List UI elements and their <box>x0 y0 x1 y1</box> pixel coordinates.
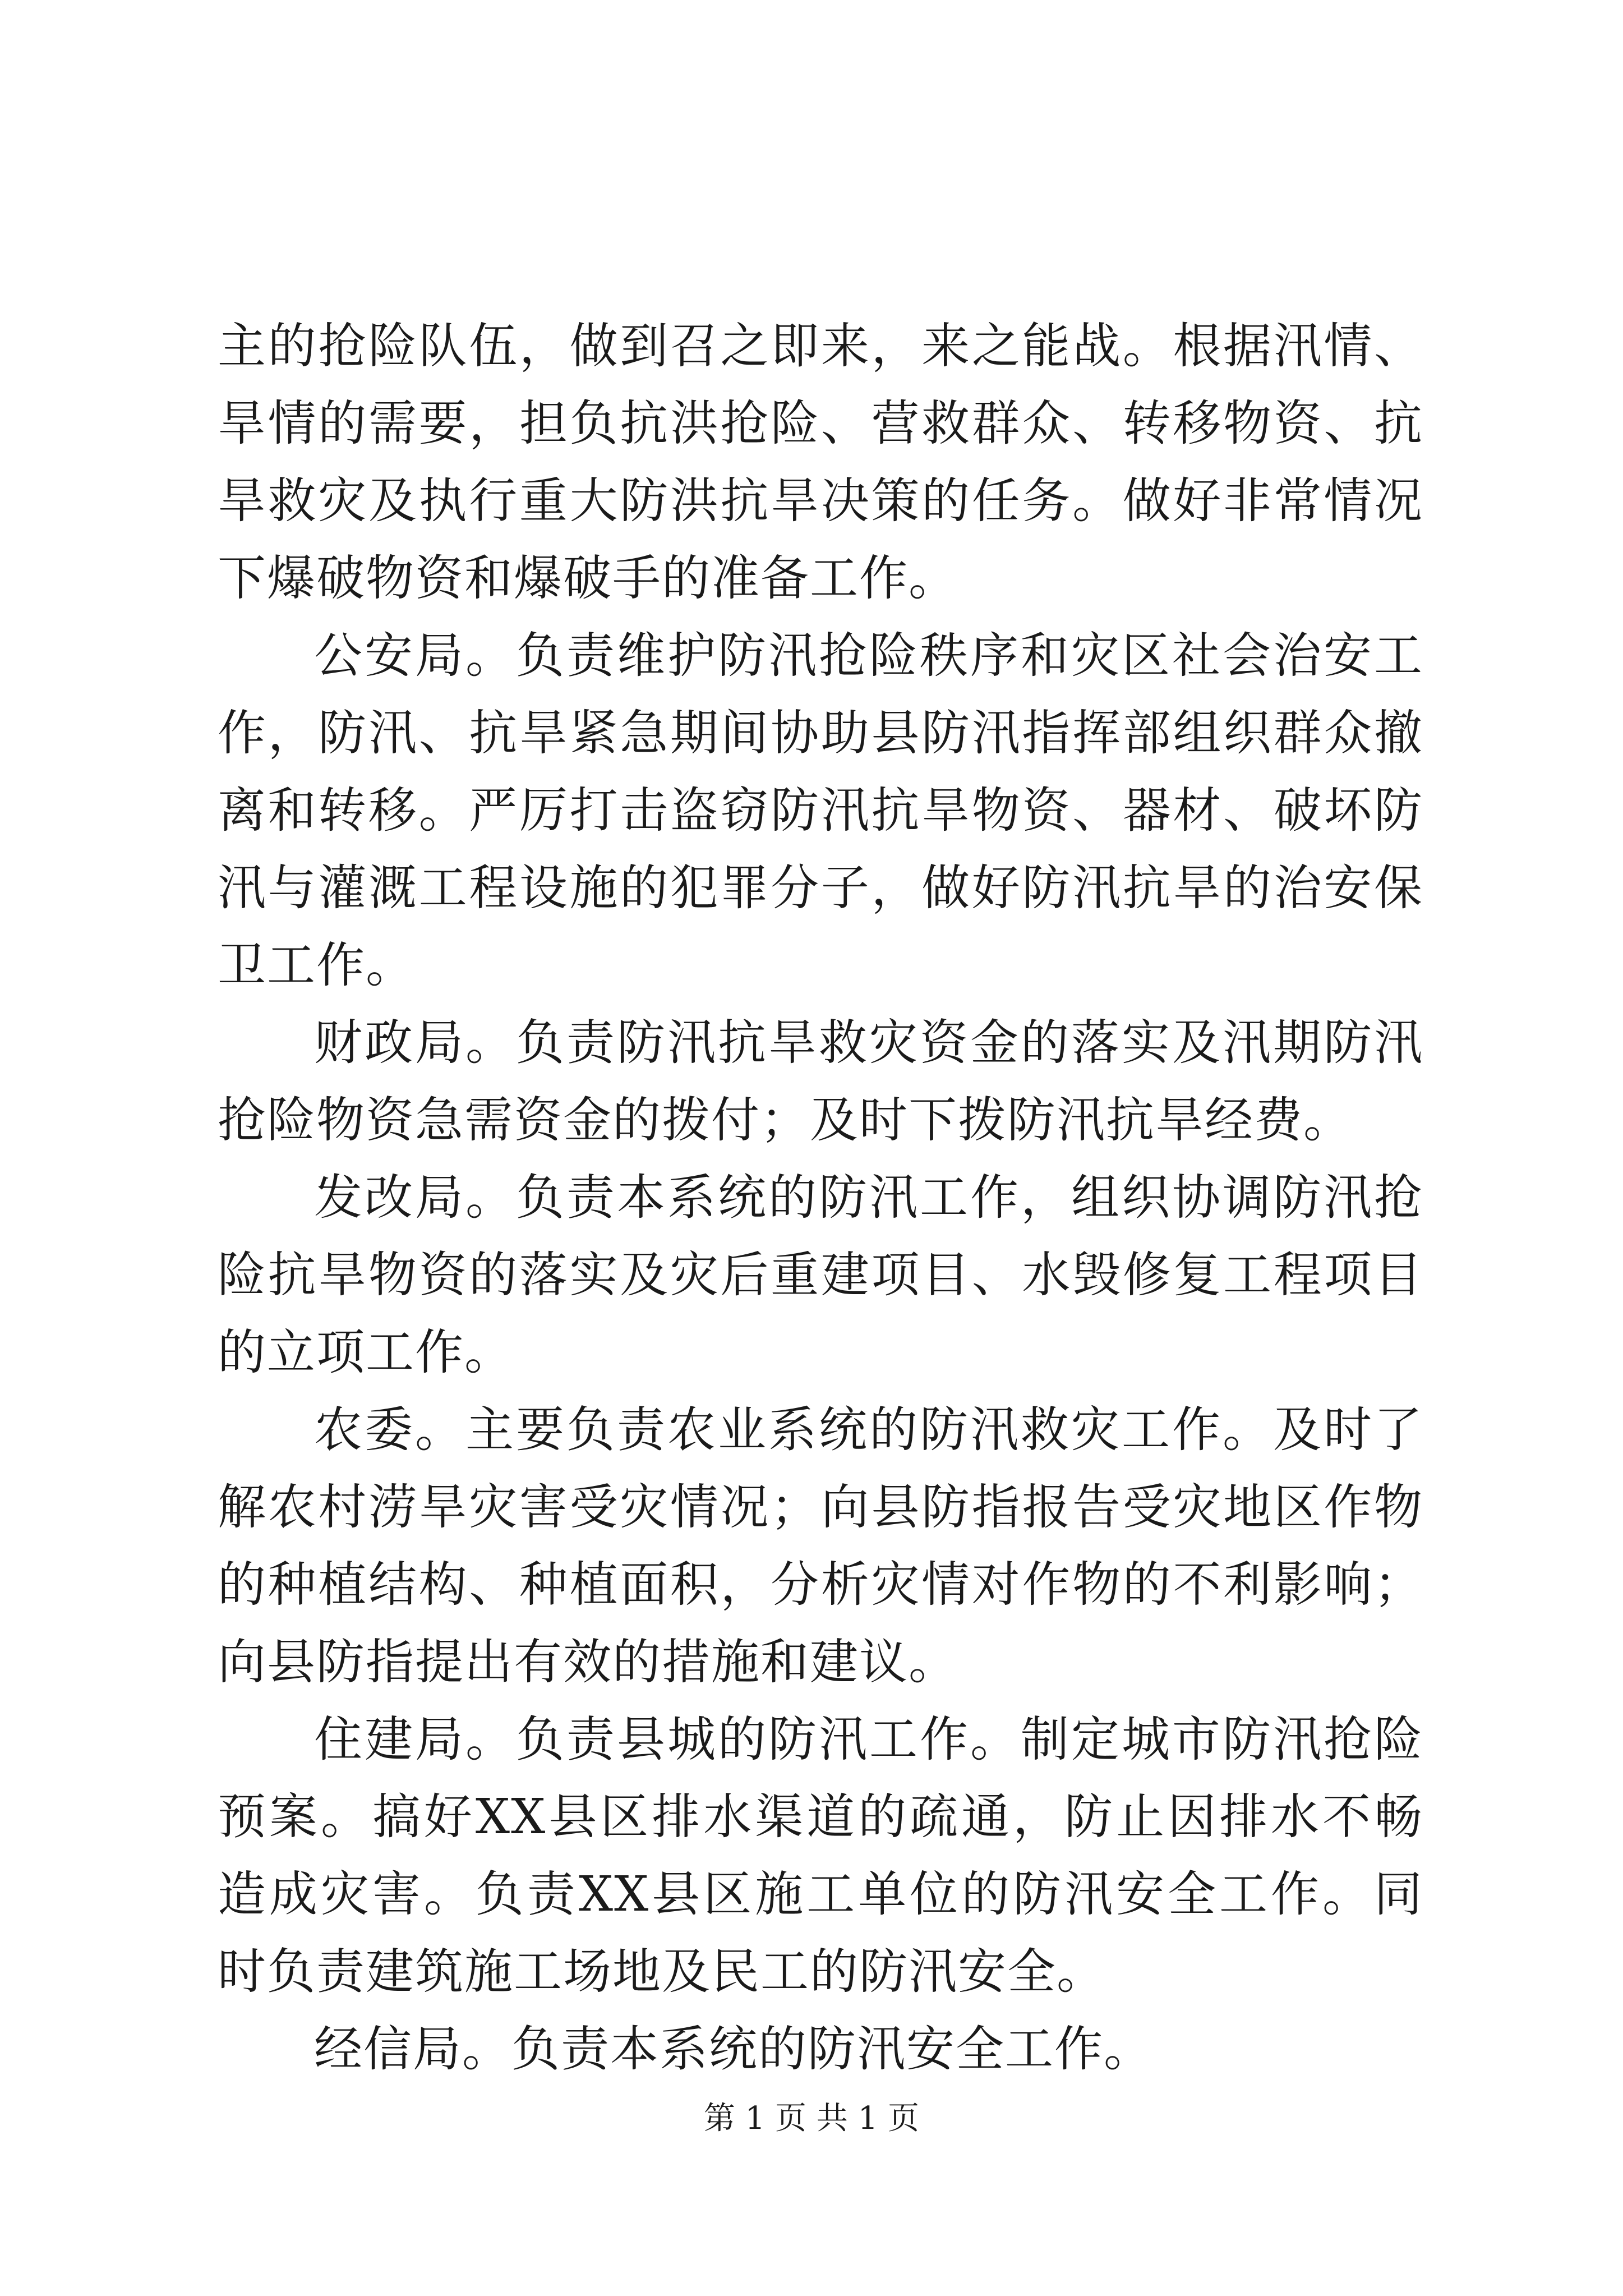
paragraph-finance-bureau: 财政局。负责防汛抗旱救灾资金的落实及汛期防汛抢险物资急需资金的拨付；及时下拨防汛抗旱经费。 <box>218 1015 1423 1148</box>
paragraph-continuation: 主的抢险队伍，做到召之即来，来之能战。根据汛情、旱情的需要，担负抗洪抢险、营救群众、转移物资、抗旱救灾及执行重大防洪抗旱决策的任务。做好非常情况下爆破物资和爆破手的准备工作。 <box>218 318 1423 606</box>
paragraph-public-security-bureau: 公安局。负责维护防汛抢险秩序和灾区社会治安工作，防汛、抗旱紧急期间协助县防汛指挥部组织群众撤离和转移。严厉打击盗窃防汛抗旱物资、器材、破坏防汛与灌溉工程设施的犯罪分子，做好防汛抗旱的治安保卫工作。 <box>218 628 1423 993</box>
page-number-label: 第 1 页 共 1 页 <box>703 2100 920 2137</box>
paragraph-housing-construction-bureau: 住建局。负责县城的防汛工作。制定城市防汛抢险预案。搞好XX县区排水渠道的疏通，防止因排水不畅造成灾害。负责XX县区施工单位的防汛安全工作。同时负责建筑施工场地及民工的防汛安全。 <box>218 1711 1423 2000</box>
page-footer <box>0 2099 1623 2138</box>
paragraph-agriculture-committee: 农委。主要负责农业系统的防汛救灾工作。及时了解农村涝旱灾害受灾情况；向县防指报告受灾地区作物的种植结构、种植面积，分析灾情对作物的不利影响；向县防指提出有效的措施和建议。 <box>218 1402 1423 1690</box>
paragraph-economy-information-bureau: 经信局。负责本系统的防汛安全工作。 <box>314 2021 1153 2077</box>
paragraph-development-reform-bureau: 发改局。负责本系统的防汛工作，组织协调防汛抢险抗旱物资的落实及灾后重建项目、水毁修复工程项目的立项工作。 <box>218 1170 1423 1381</box>
document-body <box>218 307 1423 2088</box>
